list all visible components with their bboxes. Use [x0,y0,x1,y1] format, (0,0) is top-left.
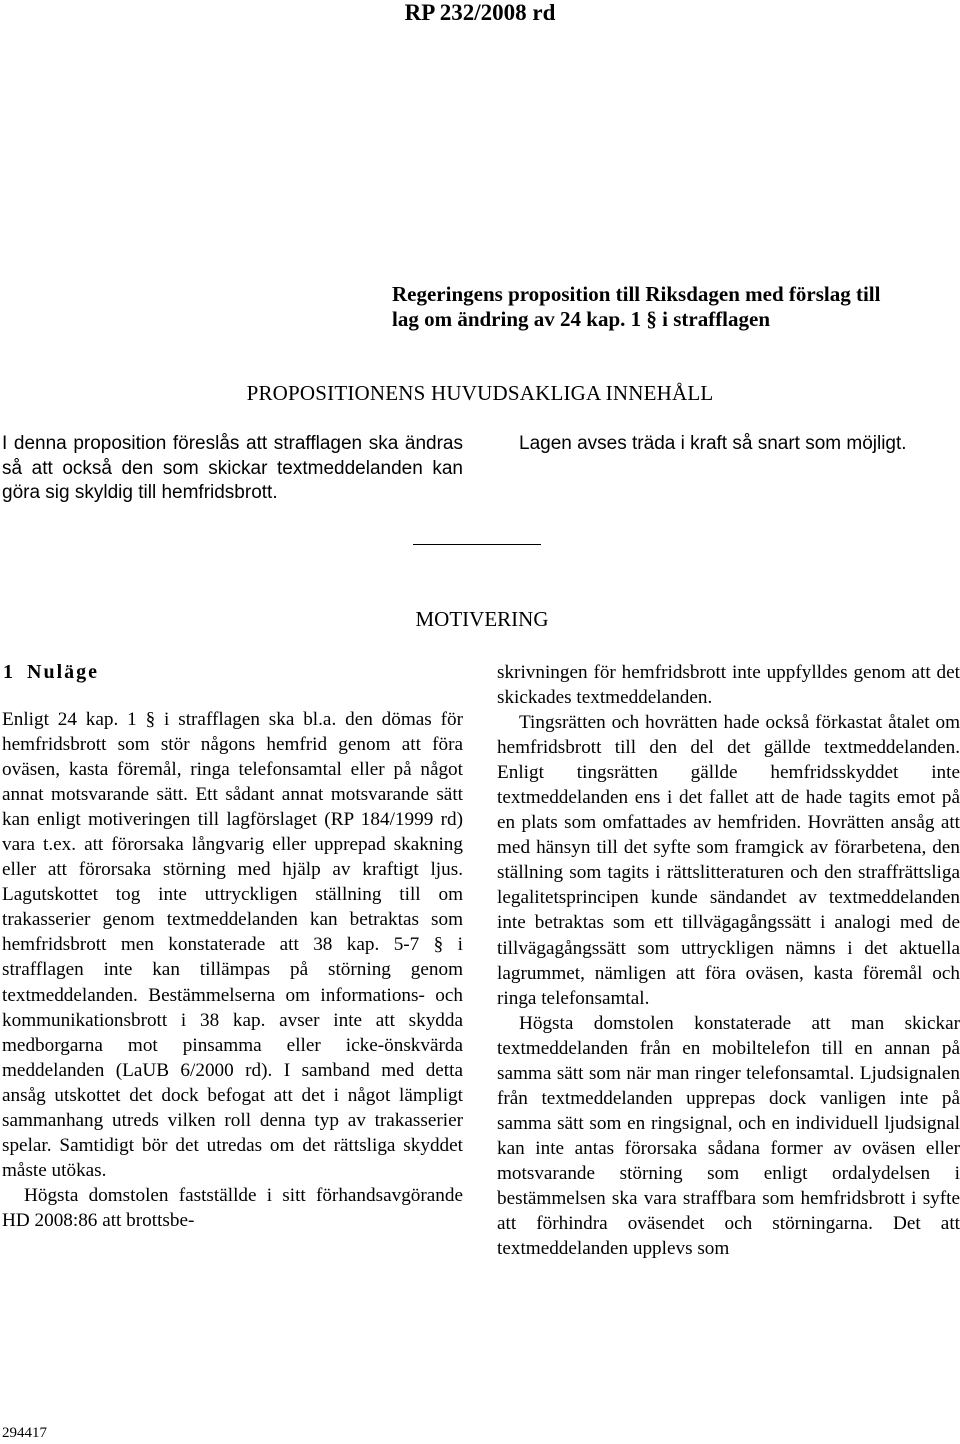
summary-heading: PROPOSITIONENS HUVUDSAKLIGA INNEHÅLL [246,381,714,405]
body-paragraph: Tingsrätten och hovrätten hade också förkastat åtalet om hemfridsbrott till den del det gällde textmeddelanden. Enligt tingsrätten gällde hemfridsskyddet inte textmeddelanden ens i det fallet att de hade tagits emot på en plats som omfattades av hemfriden. Hovrätten ansåg att med hänsyn till det syfte som framgick av förarbetena, den ställning som tagits i rättslitteraturen och den straffrättsliga legalitetsprincipen kunde sändandet av textmeddelanden inte betraktas som ett tillvägagångssätt i analogi med de tillvägagångssätt som uttryckligen nämns i det aktuella lagrummet, nämligen att föra oväsen, kasta föremål och ringa telefonsamtal. [497,712,960,1009]
summary-right-text: Lagen avses träda i kraft så snart som möjligt. [519,433,907,454]
motivering-heading-text: MOTIVERING [415,607,549,631]
body-paragraph: Högsta domstolen fastställde i sitt förhandsavgörande HD 2008:86 att brottsbe- [2,1184,463,1231]
motivering-heading [0,607,960,632]
section-title: Nuläge [27,661,99,683]
summary-right-column [497,432,960,457]
proposition-title-line-1: Regeringens proposition till Riksdagen med förslag till [392,282,881,306]
document-number: RP 232/2008 rd [404,0,556,25]
body-column-left [2,707,463,1233]
section-divider [413,544,541,545]
section-number: 1 [3,661,13,683]
body-paragraph: Högsta domstolen konstaterade att man skickar textmeddelanden från en mobiltelefon till en annan på samma sätt som när man ringer telefonsamtal. Ljudsignalen från textmeddelanden upprepas dock vanligen inte på samma sätt som en ringsignal, och en individuell ljudsignal kan inte antas förorsaka sådana former av oväsen eller motsvarande störning som enligt ordalydelsen i bestämmelsen ska vara straffbara som hemfridsbrott i syfte att förhindra oväsendet och störningarna. Det att textmeddelanden upplevs som [497,1012,960,1260]
section-heading [3,660,99,685]
footer-code: 294417 [2,1425,47,1441]
proposition-title [392,282,960,332]
body-paragraph: Enligt 24 kap. 1 § i strafflagen ska bl.a. den dömas för hemfridsbrott som stör någons hemfrid genom att föra oväsen, kasta föremål, ringa telefonsamtal eller på något annat motsvarande sätt. Ett sådant annat motsvarande sätt kan enligt motiveringen till lagförslaget (RP 184/1999 rd) vara t.ex. att förorsaka långvarig eller upprepad skakning eller att förorsaka störning med hjälp av kraftigt ljus. Lagutskottet tog inte uttryckligen ställning till om trakasserier genom textmeddelanden kan betraktas som hemfridsbrott men konstaterade att 38 kap. 5-7 § i strafflagen inte kan tillämpas på störning genom textmeddelanden. Bestämmelserna om informations- och kommunikationsbrott i 38 kap. avser inte att skydda medborgarna mot pinsamma eller icke-önskvärda meddelanden (LaUB 6/2000 rd). I samband med detta ansåg utskottet det dock befogat att det i något lämpligt sammanhang utreds vilken roll denna typ av trakasserier spelar. Samtidigt bör det utredas om det rättsliga skyddet måste utökas. [2,709,463,1181]
summary-left-text: I denna proposition föreslås att strafflagen ska ändras så att också den som skickar textmeddelanden kan göra sig skyldig till hemfridsbrott. [2,433,463,503]
body-column-right [497,660,960,1261]
proposition-title-line-2: lag om ändring av 24 kap. 1 § i strafflagen [392,307,771,331]
body-paragraph: skrivningen för hemfridsbrott inte uppfylldes genom att det skickades textmeddelanden. [497,662,960,709]
